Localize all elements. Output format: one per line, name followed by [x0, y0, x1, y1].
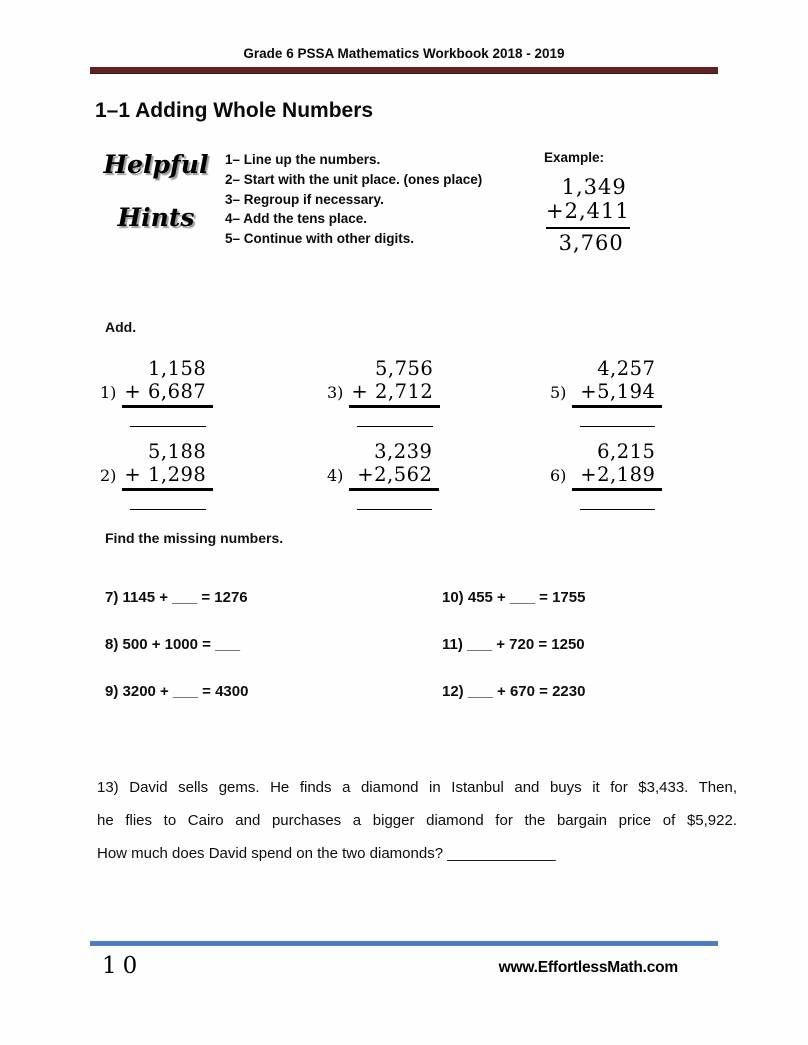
- addend-bottom: +5,194: [580, 380, 656, 403]
- website-url: www.EffortlessMath.com: [498, 959, 678, 976]
- missing-numbers-grid: [105, 589, 748, 701]
- problem-numbers: [349, 440, 439, 491]
- example-result: 3,760: [558, 231, 624, 255]
- equation-11: 11) ___ + 720 = 1250: [442, 636, 585, 653]
- addend-top: 5,188: [147, 440, 207, 463]
- badge-line-hints: Hints: [117, 203, 195, 232]
- problem-numbers: [122, 357, 213, 408]
- missing-numbers-heading: Find the missing numbers.: [105, 530, 284, 546]
- equation-8: 8) 500 + 1000 = ___: [105, 636, 241, 653]
- word-problem-line: he flies to Cairo and purchases a bigger diamond for the bargain price of $5,922.: [97, 812, 737, 829]
- addition-problem-6: [550, 440, 718, 510]
- addition-problem-4: [327, 440, 550, 510]
- hints-section: [95, 150, 718, 255]
- hint-item: 3– Regroup if necessary.: [225, 191, 384, 207]
- problem-label: 6): [550, 466, 567, 485]
- addend-bottom: + 2,712: [351, 380, 434, 403]
- answer-blank: [130, 507, 206, 510]
- example-block: [544, 150, 714, 255]
- hint-item: 1– Line up the numbers.: [225, 152, 381, 167]
- page-title: 1–1 Adding Whole Numbers: [95, 99, 374, 122]
- header-rule: [90, 67, 718, 74]
- addition-problem-1: [100, 357, 327, 427]
- equation-9: 9) 3200 + ___ = 4300: [105, 683, 249, 700]
- footer: [90, 941, 718, 979]
- addition-problem-5: [550, 357, 718, 427]
- equation-7: 7) 1145 + ___ = 1276: [105, 589, 248, 606]
- example-addition: [546, 175, 630, 255]
- example-addend-bottom: +2,411: [546, 199, 630, 229]
- equation-10: 10) 455 + ___ = 1755: [442, 589, 586, 606]
- addend-top: 3,239: [374, 440, 433, 463]
- addend-top: 4,257: [597, 357, 656, 380]
- addition-problem-2: [100, 440, 327, 510]
- footer-rule: [90, 941, 718, 946]
- answer-blank: [357, 507, 433, 510]
- hint-item: 2– Start with the unit place. (ones place): [225, 171, 483, 187]
- problem-label: 2): [100, 466, 117, 485]
- addend-top: 5,756: [374, 357, 434, 380]
- problem-numbers: [349, 357, 440, 408]
- problem-numbers: [572, 440, 662, 491]
- badge-line-helpful: Helpful: [103, 150, 209, 179]
- example-addend-top: 1,349: [561, 175, 627, 199]
- problem-label: 5): [550, 383, 567, 402]
- word-problem-line: 13) David sells gems. He finds a diamond in Istanbul and buys it for $3,433. Then,: [97, 779, 737, 796]
- problem-label: 3): [327, 383, 344, 402]
- add-section-heading: Add.: [105, 319, 137, 335]
- word-problem-13: [97, 771, 737, 870]
- answer-blank: [580, 507, 656, 510]
- addend-bottom: +2,189: [580, 463, 656, 486]
- answer-blank: [580, 424, 656, 427]
- answer-blank: [357, 424, 433, 427]
- addition-problem-3: [327, 357, 550, 427]
- answer-blank: [130, 424, 206, 427]
- addend-bottom: +2,562: [357, 463, 433, 486]
- hint-item: 5– Continue with other digits.: [225, 231, 414, 247]
- helpful-hints-badge: [95, 150, 217, 232]
- problem-label: 4): [327, 466, 344, 485]
- addend-top: 6,215: [597, 440, 656, 463]
- page-number: 10: [102, 953, 144, 979]
- problem-numbers: [122, 440, 213, 491]
- hints-list: [225, 150, 497, 249]
- problem-numbers: [572, 357, 662, 408]
- header-title: Grade 6 PSSA Mathematics Workbook 2018 - 2019: [243, 46, 565, 61]
- word-problem-line: How much does David spend on the two diamonds? _____________: [97, 845, 556, 862]
- addend-top: 1,158: [147, 357, 207, 380]
- addend-bottom: + 6,687: [124, 380, 207, 403]
- hint-item: 4– Add the tens place.: [225, 211, 368, 227]
- equation-12: 12) ___ + 670 = 2230: [442, 683, 586, 700]
- addend-bottom: + 1,298: [124, 463, 207, 486]
- example-label: Example:: [544, 150, 605, 165]
- problem-label: 1): [100, 383, 117, 402]
- addition-problems-grid: [100, 357, 718, 510]
